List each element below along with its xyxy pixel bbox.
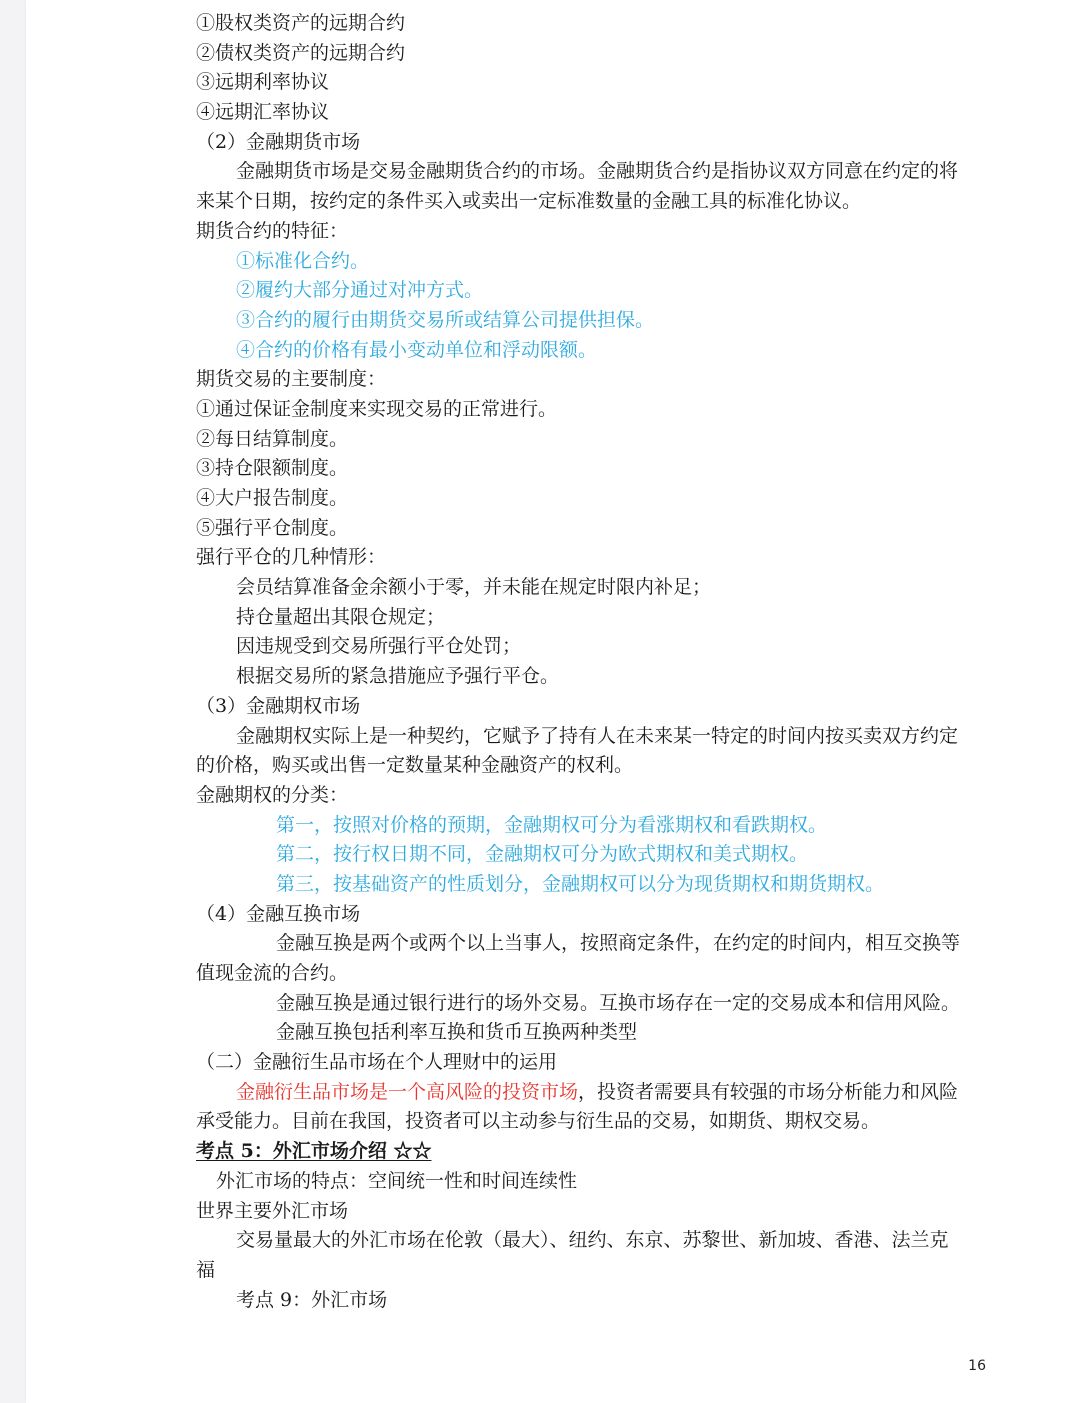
page-number: 16 — [968, 1358, 986, 1374]
paragraph-line: 福 — [196, 1258, 216, 1281]
red-highlight-text: 金融衍生品市场是一个高风险的投资市场 — [236, 1080, 579, 1103]
paragraph-line: 交易量最大的外汇市场在伦敦（最大）、纽约、东京、苏黎世、新加坡、香港、法兰克 — [236, 1229, 949, 1252]
paragraph-line: 值现金流的合约。 — [196, 962, 349, 984]
paragraph-line: 金融期货市场是交易金融期货合约的市场。金融期货合约是指协议双方同意在约定的将 — [236, 160, 959, 183]
document-page — [26, 0, 1080, 1403]
paragraph-line: 承受能力。目前在我国，投资者可以主动参与衍生品的交易，如期货、期权交易。 — [196, 1110, 881, 1133]
text-line: 外汇市场的特点：空间统一性和时间连续性 — [216, 1169, 578, 1192]
paragraph-line: 金融互换是两个或两个以上当事人，按照商定条件，在约定的时间内，相互交换等 — [276, 932, 961, 955]
text-line: ②每日结算制度。 — [196, 427, 349, 450]
text-line: ②债权类资产的远期合约 — [196, 41, 406, 64]
text-line: ③远期利率协议 — [196, 71, 330, 94]
text-line: 持仓量超出其限仓规定； — [236, 605, 446, 628]
highlight-line: 第二，按行权日期不同，金融期权可分为欧式期权和美式期权。 — [276, 843, 809, 866]
topic-heading: 考点 5：外汇市场介绍 ☆☆ — [196, 1140, 432, 1163]
section-heading: （3）金融期权市场 — [196, 694, 361, 717]
highlight-line: ③合约的履行由期货交易所或结算公司提供担保。 — [236, 308, 655, 331]
highlight-line: 第一，按照对价格的预期，金融期权可分为看涨期权和看跌期权。 — [276, 813, 828, 836]
text-line: ④大户报告制度。 — [196, 487, 349, 509]
highlight-line: ①标准化合约。 — [236, 249, 370, 272]
paragraph-line — [196, 1078, 1016, 1108]
text-line: 期货交易的主要制度： — [196, 368, 387, 391]
section-heading: （二）金融衍生品市场在个人理财中的运用 — [196, 1051, 558, 1074]
text-line: ⑤强行平仓制度。 — [196, 516, 349, 539]
section-heading: （4）金融互换市场 — [196, 902, 361, 925]
text-line: 世界主要外汇市场 — [196, 1199, 349, 1222]
text-line: 金融期权的分类： — [196, 783, 349, 806]
text-line: ①通过保证金制度来实现交易的正常进行。 — [196, 397, 558, 420]
text-line: ④远期汇率协议 — [196, 101, 330, 124]
paragraph-line: 的价格，购买或出售一定数量某种金融资产的权利。 — [196, 754, 634, 777]
section-heading: （2）金融期货市场 — [196, 130, 361, 153]
text-line: 根据交易所的紧急措施应予强行平仓。 — [236, 665, 560, 688]
page-content — [196, 9, 1016, 1315]
text-line: ③持仓限额制度。 — [196, 457, 349, 480]
highlight-line: ④合约的价格有最小变动单位和浮动限额。 — [236, 338, 598, 361]
paragraph-line: 来某个日期，按约定的条件买入或卖出一定标准数量的金融工具的标准化协议。 — [196, 190, 862, 213]
highlight-line: 第三，按基础资产的性质划分，金融期权可以分为现货期权和期货期权。 — [276, 872, 885, 895]
paragraph-line: 金融互换是通过银行进行的场外交易。互换市场存在一定的交易成本和信用风险。 — [276, 991, 961, 1014]
text-line: 期货合约的特征： — [196, 219, 349, 242]
paragraph-line: 金融期权实际上是一种契约，它赋予了持有人在未来某一特定的时间内按买卖双方约定 — [236, 724, 959, 747]
text-line: 因违规受到交易所强行平仓处罚； — [236, 635, 522, 658]
paragraph-line: 金融互换包括利率互换和货币互换两种类型 — [276, 1021, 638, 1044]
highlight-line: ②履约大部分通过对冲方式。 — [236, 279, 484, 302]
text-line: 强行平仓的几种情形： — [196, 546, 387, 569]
paragraph-text: ，投资者需要具有较强的市场分析能力和风险 — [578, 1080, 959, 1103]
text-line: 会员结算准备金余额小于零，并未能在规定时限内补足； — [236, 576, 712, 599]
text-line: ①股权类资产的远期合约 — [196, 12, 406, 34]
text-line: 考点 9：外汇市场 — [236, 1288, 388, 1311]
